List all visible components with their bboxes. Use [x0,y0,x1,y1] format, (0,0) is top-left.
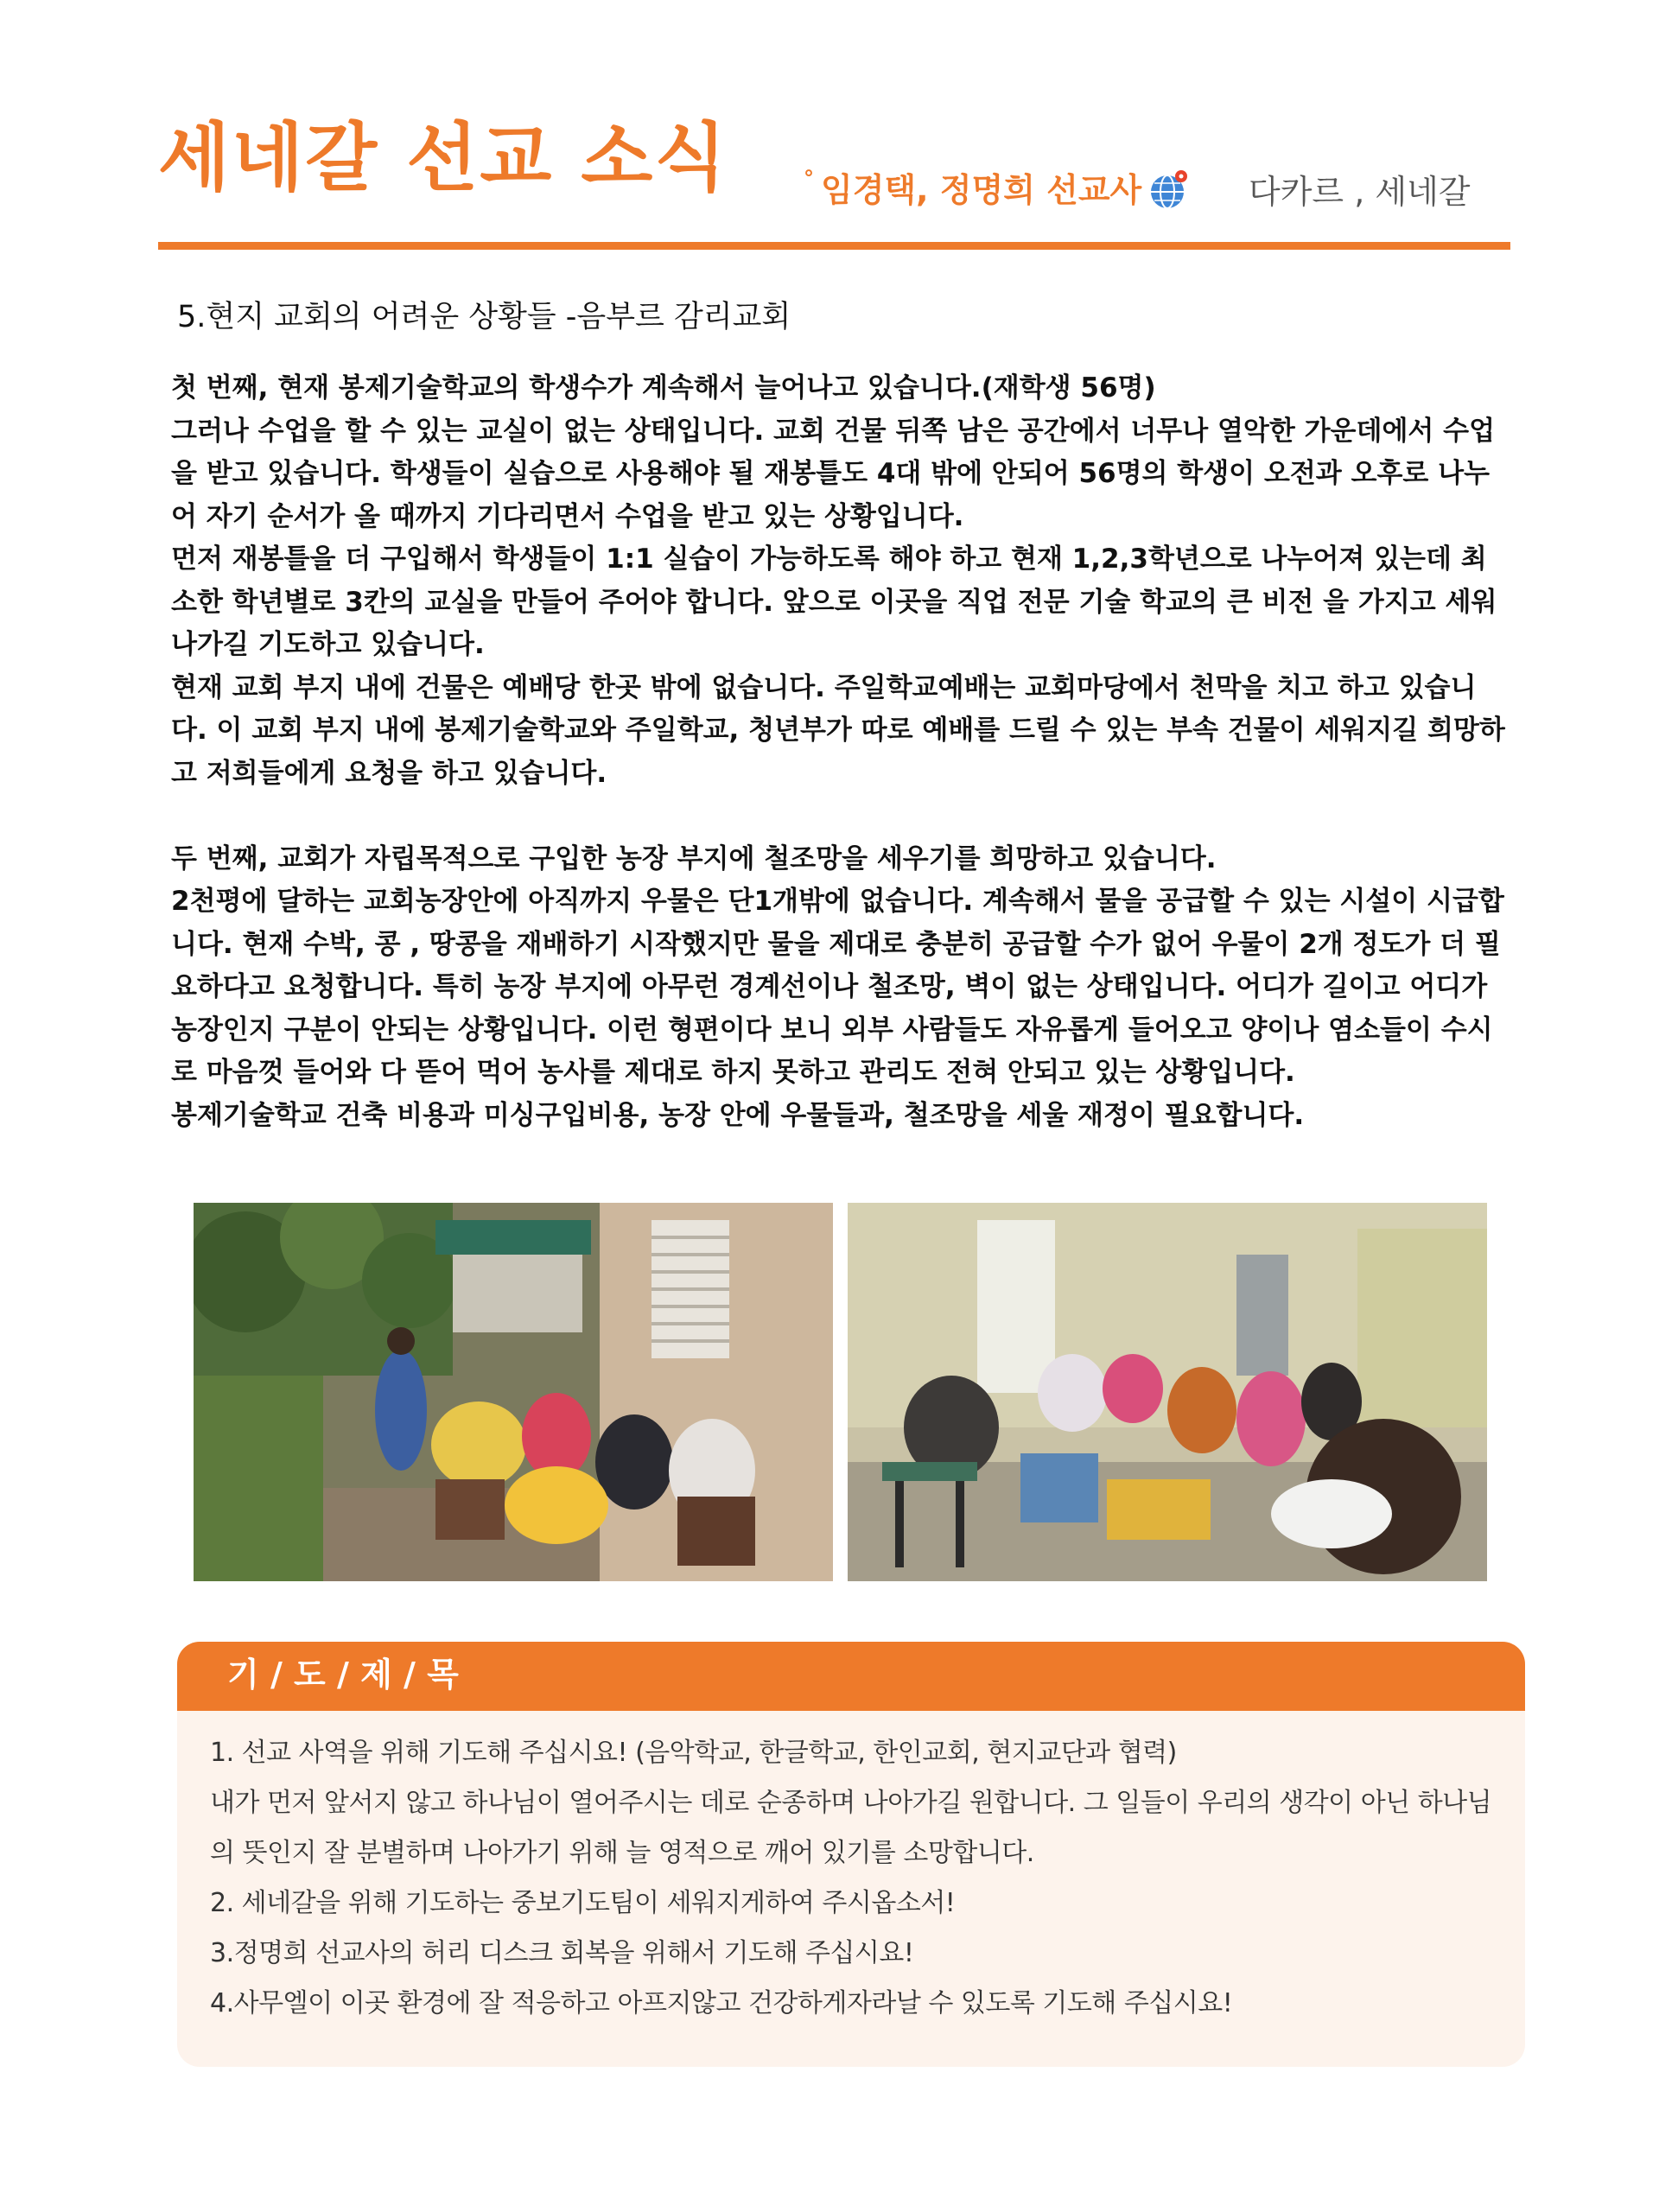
indoor-sewing-class-photo [848,1203,1487,1581]
prayer-requests-title: 기 / 도 / 제 / 목 [227,1656,459,1694]
paragraph: 먼저 재봉틀을 더 구입해서 학생들이 1:1 실습이 가능하도록 해야 하고 현재 1,2,3학년으로 나누어져 있는데 최소한 학년별로 3칸의 교실을 만들어 주어야 합니다. 앞으로 이곳을 직업 전문 기술 학교의 큰 비전 을 가지고 세워 나가길 기도하고 있습니다. [171,543,1497,660]
prayer-requests-list [210,1728,1506,2029]
bullet-mark: ° [804,166,814,190]
prayer-item: 4.사무엘이 이곳 환경에 잘 적응하고 아프지않고 건강하게자라날 수 있도록 기도해 주십시요! [210,1988,1233,2018]
prayer-item: 2. 세네갈을 위해 기도하는 중보기도팀이 세워지게하여 주시옵소서! [210,1888,956,1918]
prayer-requests-header [177,1642,1525,1711]
paragraph: 봉제기술학교 건축 비용과 미싱구입비용, 농장 안에 우물들과, 철조망을 세울 재정이 필요합니다. [171,1099,1305,1131]
paragraph: 현재 교회 부지 내에 건물은 예배당 한곳 밖에 없습니다. 주일학교예배는 교회마당에서 천막을 치고 하고 있습니다. 이 교회 부지 내에 봉제기술학교와 주일학교, 청년부가 따로 예배를 드릴 수 있는 부속 건물이 세워지길 희망하고 저희들에게 요청을 하고 있습니다. [171,671,1505,789]
prayer-item: 내가 먼저 앞서지 않고 하나님이 열어주시는 데로 순종하며 나아가길 원합니다. 그 일들이 우리의 생각이 아닌 하나님의 뜻인지 잘 분별하며 나아가기 위해 늘 영적으로 깨어 있기를 소망합니다. [210,1788,1492,1868]
prayer-item: 3.정명희 선교사의 허리 디스크 회복을 위해서 기도해 주십시요! [210,1938,914,1968]
location-label: 다카르 , 세네갈 [1249,173,1471,211]
outdoor-sewing-class-photo [194,1203,833,1581]
article-body [171,367,1509,1137]
prayer-item: 1. 선교 사역을 위해 기도해 주십시요! (음악학교, 한글학교, 한인교회, 현지교단과 협력) [210,1738,1177,1768]
prayer-requests-box [177,1642,1525,2067]
header-divider [158,242,1510,250]
paragraph-gap [171,795,1509,838]
paragraph-first-point: 첫 번째, 현재 봉제기술학교의 학생수가 계속해서 늘어나고 있습니다.(재학생 56명) [171,372,1156,404]
paragraph: 그러나 수업을 할 수 있는 교실이 없는 상태입니다. 교회 건물 뒤쪽 남은 공간에서 너무나 열악한 가운데에서 수업을 받고 있습니다. 학생들이 실습으로 사용해야 될 재봉틀도 4대 밖에 안되어 56명의 학생이 오전과 오후로 나누어 자기 순서가 올 때까지 기다리면서 수업을 받고 있는 상황입니다. [171,415,1496,532]
missionary-names-label: 임경택, 정명희 선교사 [821,171,1142,209]
missionary-names [804,168,1190,212]
paragraph: 2천평에 달하는 교회농장안에 아직까지 우물은 단1개밖에 없습니다. 계속해서 물을 공급할 수 있는 시설이 시급합니다. 현재 수박, 콩 , 땅콩을 재배하기 시작했지만 물을 제대로 충분히 공급할 수가 없어 우물이 2개 정도가 더 필요하다고 요청합니다. 특히 농장 부지에 아무런 경계선이나 철조망, 벽이 없는 상태입니다. 어디가 길이고 어디가 농장인지 구분이 안되는 상황입니다. 이런 형편이다 보니 외부 사람들도 자유롭게 들어오고 양이나 염소들이 수시로 마음껏 들어와 다 뜯어 먹어 농사를 제대로 하지 못하고 관리도 전혀 안되고 있는 상황입니다. [171,886,1504,1088]
newsletter-title: 세네갈 선교 소식 [158,115,728,201]
paragraph-second-point: 두 번째, 교회가 자립목적으로 구입한 농장 부지에 철조망을 세우기를 희망하고 있습니다. [171,842,1217,874]
section-heading: 5.현지 교회의 어려운 상황들 -음부르 감리교회 [177,300,791,334]
globe-icon [1147,168,1190,212]
